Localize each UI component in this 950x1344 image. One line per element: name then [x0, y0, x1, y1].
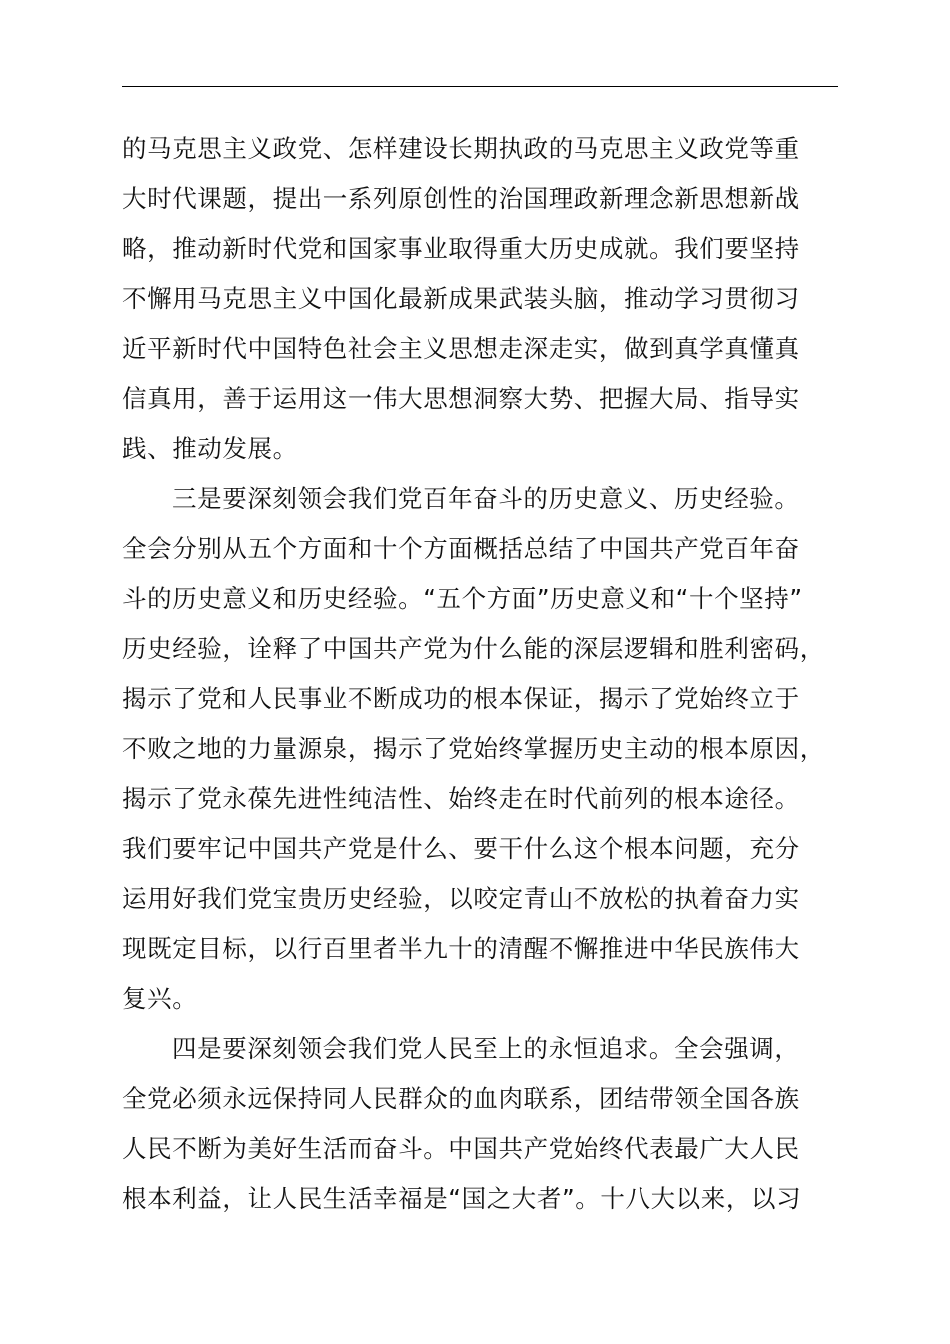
- text-line: 践、推动发展。: [122, 434, 298, 463]
- text-line: 我们要牢记中国共产党是什么、要干什么这个根本问题，充分: [122, 834, 800, 863]
- text-line: 略，推动新时代党和国家事业取得重大历史成就。我们要坚持: [122, 234, 800, 263]
- text-line: 揭示了党永葆先进性纯洁性、始终走在时代前列的根本途径。: [122, 784, 800, 813]
- text-line: 现既定目标，以行百里者半九十的清醒不懈推进中华民族伟大: [122, 934, 800, 963]
- paragraph-start-line: 三是要深刻领会我们党百年奋斗的历史意义、历史经验。: [172, 484, 800, 513]
- text-line: 的马克思主义政党、怎样建设长期执政的马克思主义政党等重: [122, 134, 800, 163]
- text-line: 不懈用马克思主义中国化最新成果武装头脑，推动学习贯彻习: [122, 284, 800, 313]
- text-line: 人民不断为美好生活而奋斗。中国共产党始终代表最广大人民: [122, 1134, 800, 1163]
- text-line: 近平新时代中国特色社会主义思想走深走实，做到真学真懂真: [122, 334, 800, 363]
- text-line: 揭示了党和人民事业不断成功的根本保证，揭示了党始终立于: [122, 684, 800, 713]
- text-line: 全党必须永远保持同人民群众的血肉联系，团结带领全国各族: [122, 1084, 800, 1113]
- text-line: 历史经验，诠释了中国共产党为什么能的深层逻辑和胜利密码，: [122, 634, 825, 663]
- text-line: 斗的历史意义和历史经验。“五个方面”历史意义和“十个坚持”: [122, 584, 803, 613]
- paragraph-start-line: 四是要深刻领会我们党人民至上的永恒追求。全会强调，: [172, 1034, 800, 1063]
- text-line: 信真用，善于运用这一伟大思想洞察大势、把握大局、指导实: [122, 384, 800, 413]
- text-line: 不败之地的力量源泉，揭示了党始终掌握历史主动的根本原因，: [122, 734, 825, 763]
- header-rule: [122, 86, 838, 87]
- text-line: 运用好我们党宝贵历史经验，以咬定青山不放松的执着奋力实: [122, 884, 800, 913]
- text-line: 复兴。: [122, 984, 198, 1013]
- text-line: 大时代课题，提出一系列原创性的治国理政新理念新思想新战: [122, 184, 800, 213]
- document-body: [122, 124, 862, 1224]
- text-line: 全会分别从五个方面和十个方面概括总结了中国共产党百年奋: [122, 534, 800, 563]
- text-line: 根本利益，让人民生活幸福是“国之大者”。十八大以来，以习: [122, 1184, 802, 1213]
